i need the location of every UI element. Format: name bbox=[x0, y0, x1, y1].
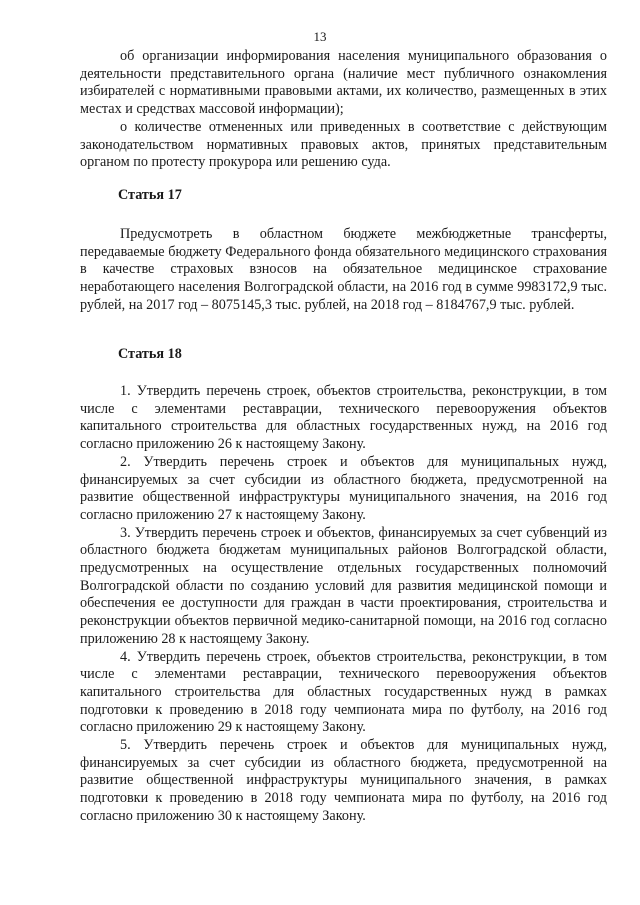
article-18-item: 2. Утвердить перечень строек и объектов для муниципальных нужд, финансируемых за счет субсидии из областного бюджета, предусмотренной на развитие общественной инфраструктуры муниципального значения, на 2016 год согласно приложению 27 к настоящему Закону. bbox=[80, 453, 607, 523]
article-17-body bbox=[80, 226, 607, 315]
article-18-item: 3. Утвердить перечень строек и объектов, финансируемых за счет субвенций из областного бюджета бюджетам муниципальных районов Волгоградской области, предусмотренных на осуществление отдельных государственных полномочий Волгоградской области по созданию условий для развития медицинской помощи и обеспечения ее доступности для граждан в части проектирования, строительства и реконструкции объектов первичной медико-санитарной помощи, на 2016 год согласно приложению 28 к настоящему Закону. bbox=[80, 524, 607, 647]
article-18-heading: Статья 18 bbox=[118, 346, 182, 362]
article-17-heading: Статья 17 bbox=[118, 187, 182, 203]
article-18-body bbox=[80, 383, 607, 826]
article-17-paragraph: Предусмотреть в областном бюджете межбюджетные трансферты, передаваемые бюджету Федерального фонда обязательного медицинского страхования в качестве страховых взносов на обязательное медицинское страхование неработающего населения Волгоградской области, на 2016 год в сумме 9983172,9 тыс. рублей, на 2017 год – 8075145,3 тыс. рублей, на 2018 год – 8184767,9 тыс. рублей. bbox=[80, 226, 607, 313]
intro-item: о количестве отмененных или приведенных в соответствие с действующим законодательством нормативных правовых актов, принятых представительным органом по протесту прокурора или решению суда. bbox=[80, 118, 607, 171]
intro-item: об организации информирования населения муниципального образования о деятельности представительного органа (наличие мест публичного ознакомления избирателей с нормативными правовыми актами, их количество, размещенных в этих местах и средствах массовой информации); bbox=[80, 48, 607, 118]
article-18-item: 1. Утвердить перечень строек, объектов строительства, реконструкции, в том числе с элементами реставрации, технического перевооружения объектов капитального строительства для областных государственных нужд, на 2016 год согласно приложению 26 к настоящему Закону. bbox=[80, 383, 607, 453]
page-number: 13 bbox=[313, 29, 327, 44]
intro-list bbox=[80, 48, 607, 172]
article-18-item: 5. Утвердить перечень строек и объектов для муниципальных нужд, финансируемых за счет субсидии из областного бюджета, предусмотренной на развитие общественной инфраструктуры муниципального значения, в рамках подготовки к проведению в 2018 году чемпионата мира по футболу, на 2016 год согласно приложению 30 к настоящему Закону. bbox=[80, 737, 607, 824]
article-18-item: 4. Утвердить перечень строек, объектов строительства, реконструкции, в том числе с элементами реставрации, технического перевооружения объектов капитального строительства для областных государственных нужд в рамках подготовки к проведению в 2018 году чемпионата мира по футболу, на 2016 год согласно приложению 29 к настоящему Закону. bbox=[80, 648, 607, 736]
